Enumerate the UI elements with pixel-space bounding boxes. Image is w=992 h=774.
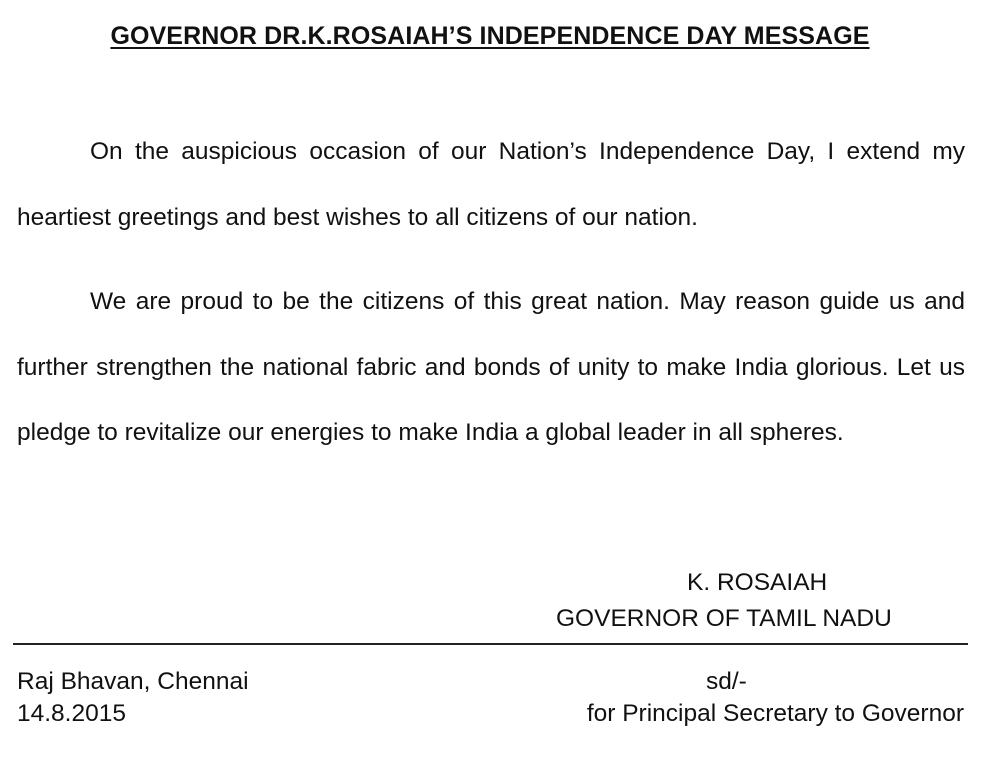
page-title: GOVERNOR DR.K.ROSAIAH’S INDEPENDENCE DAY MESSAGE: [110, 22, 870, 50]
message-paragraph-1: On the auspicious occasion of our Nation’s Independence Day, I extend my heartiest greetings and best wishes to all citizens of our nation.: [17, 138, 965, 231]
signer-name: K. ROSAIAH: [687, 569, 828, 596]
issue-date: 14.8.2015: [17, 700, 126, 727]
for-secretary-line: for Principal Secretary to Governor: [586, 700, 964, 727]
signer-title: GOVERNOR OF TAMIL NADU: [556, 605, 892, 632]
issue-place: Raj Bhavan, Chennai: [17, 668, 249, 695]
message-paragraph-2: We are proud to be the citizens of this great nation. May reason guide us and further strengthen the national fabric and bonds of unity to make India glorious. Let us pledge to revitalize our energies to make India a global leader in all spheres.: [17, 288, 965, 446]
footer-divider: [13, 643, 968, 645]
signed-mark: sd/-: [706, 668, 747, 695]
